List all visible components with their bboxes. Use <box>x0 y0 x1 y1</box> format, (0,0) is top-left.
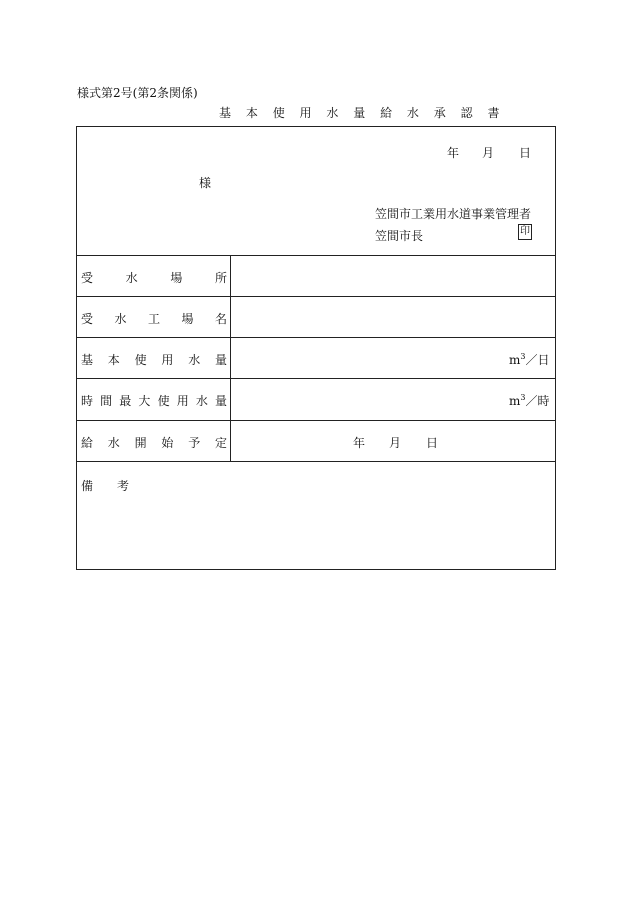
column-divider <box>230 255 231 461</box>
title-char: 給 <box>380 106 398 120</box>
title-char: 量 <box>353 106 371 120</box>
unit-per-day: $m^3/$日 <box>509 352 550 367</box>
label-max-hourly-usage: 時 間 最 大 使 用 水 量 <box>81 394 227 408</box>
title-char: 水 <box>326 106 344 120</box>
document-title <box>219 104 505 121</box>
row-divider <box>77 255 555 256</box>
title-char: 用 <box>299 106 318 120</box>
unit-per-hour: $m^3/$時 <box>509 393 550 408</box>
label-factory-name: 受 水 工 場 名 <box>81 312 227 326</box>
start-year-label: 年 <box>353 436 366 450</box>
seal-stamp-mark: 印 <box>518 224 532 240</box>
date-year-label: 年 <box>447 146 460 160</box>
issuer-title: 笠間市工業用水道事業管理者 <box>375 207 532 221</box>
title-char: 承 <box>433 106 452 120</box>
label-receiving-location: 受 水 場 所 <box>81 271 227 285</box>
title-char: 使 <box>272 106 291 120</box>
form-number: 様式第2号(第2条関係) <box>77 86 198 100</box>
start-month-label: 月 <box>389 436 402 450</box>
form-table <box>76 126 556 570</box>
row-divider <box>77 420 555 421</box>
label-remarks: 備 考 <box>81 479 129 493</box>
title-char: 認 <box>460 106 479 120</box>
issuer-name: 笠間市長 <box>375 229 424 243</box>
row-divider <box>77 337 555 338</box>
start-day-label: 日 <box>426 436 439 450</box>
row-divider <box>77 378 555 379</box>
title-char: 水 <box>406 106 425 120</box>
addressee-suffix: 様 <box>199 176 212 190</box>
title-char: 本 <box>245 106 264 120</box>
label-supply-start: 給 水 開 始 予 定 <box>81 436 227 450</box>
label-basic-usage: 基 本 使 用 水 量 <box>81 353 227 367</box>
date-month-label: 月 <box>482 146 495 160</box>
row-divider <box>77 296 555 297</box>
title-char: 基 <box>219 106 237 120</box>
row-divider <box>77 461 555 462</box>
title-char: 書 <box>487 106 505 120</box>
date-day-label: 日 <box>519 146 532 160</box>
